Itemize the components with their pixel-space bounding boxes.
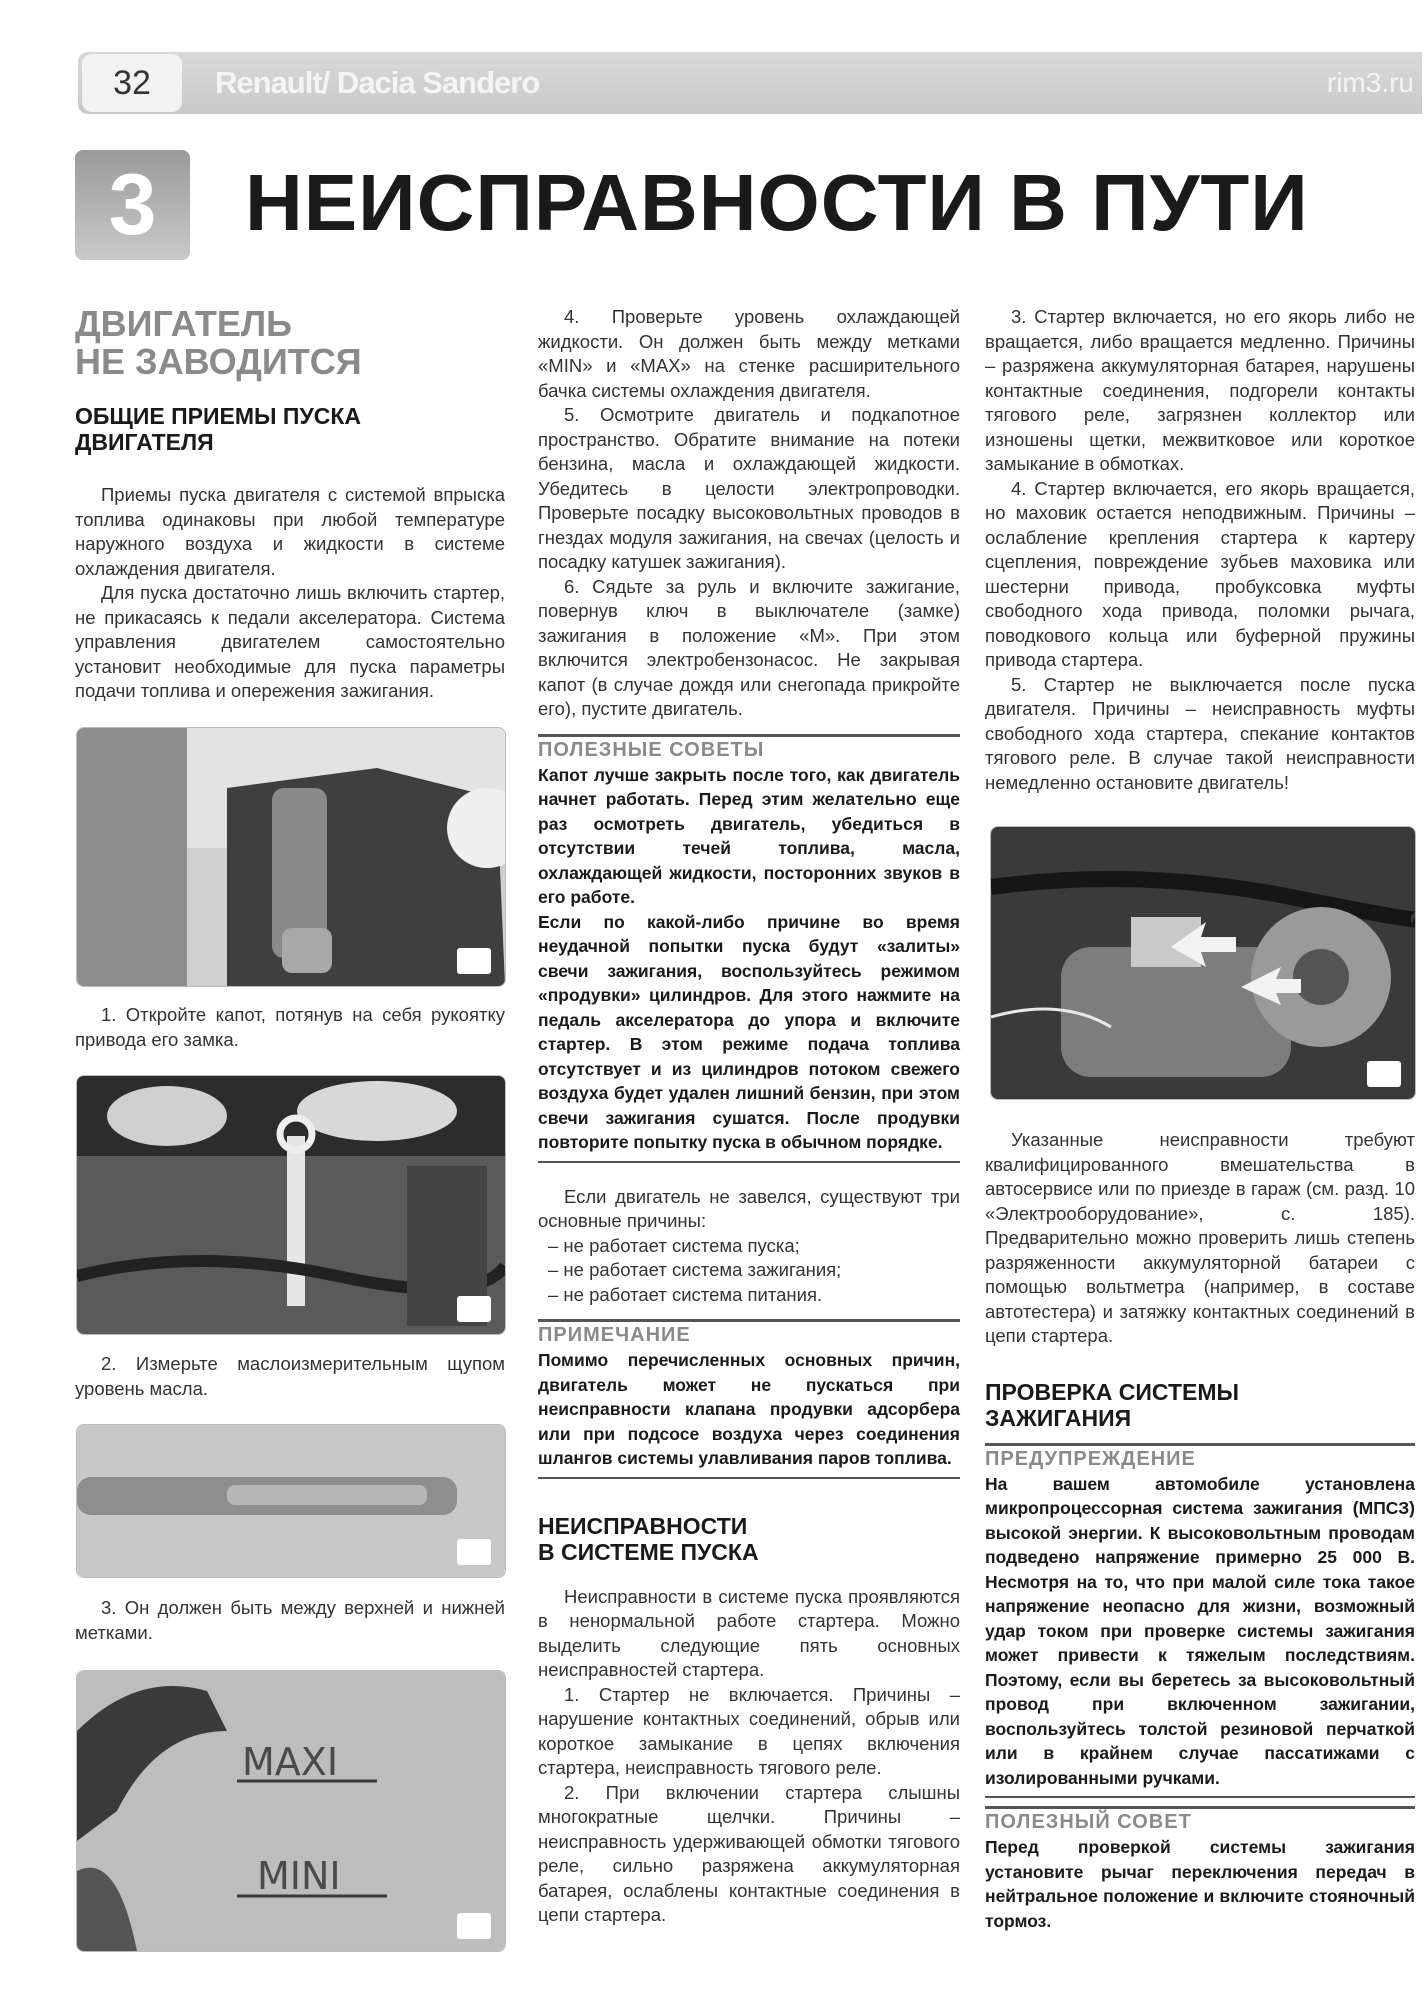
paragraph: 4. Стартер включается, его якорь вращается, но маховик остается неподвижным. Причины – ослабление крепления стартера к картеру сцепления, повреждение зубьев маховика или шестерни привода, пробуксовка муфты свободного хода привода, поломки рычага, поводкового кольца или буферной пружины привода стартера. <box>985 477 1415 670</box>
page-number: 32 <box>82 54 182 112</box>
paragraph: 3. Стартер включается, но его якорь либо не вращается, либо вращается медленно. Причины – разряжена аккумуляторная батарея, нарушены контактные соединения, подгорели контакты тягового реле, загрязнен коллектор или изношены щетки, межвитковое или короткое замыкание в обмотках. <box>985 306 1415 474</box>
camera-icon <box>457 948 491 974</box>
paragraph: 2. При включении стартера слышны многократные щелчки. Причины – неисправность удерживающей обмотки тягового реле, сильно разряжена аккумуляторная батарея, ослаблены контактные соединения в цепи стартера. <box>538 1781 960 1925</box>
subsection-title <box>538 1513 960 1565</box>
camera-icon <box>457 1913 491 1939</box>
caption <box>75 1352 505 1401</box>
camera-icon <box>1367 1061 1401 1087</box>
reasons-list <box>538 1234 960 1308</box>
photo-coolant-tank <box>76 1670 506 1952</box>
tip-heading: ПОЛЕЗНЫЙ СОВЕТ <box>985 1811 1192 1833</box>
tips-box <box>538 734 960 1163</box>
paragraph: Неисправности в системе пуска проявляются в ненормальной работе стартера. Можно выделить следующие пять основных неисправностей стартера. <box>538 1585 960 1680</box>
paragraph: Указанные неисправности требуют квалифицированного вмешательства в автосервисе или по приезде в гараж (см. разд. 10 «Электрооборудование», с. 185). Предварительно можно проверить лишь степень разряженности аккумуляторной батареи с помощью вольтметра (например, в составе автотестера) и затяжку контактных соединений в цепи стартера. <box>985 1129 1415 1346</box>
paragraph: 4. Проверьте уровень охлаждающей жидкости. Он должен быть между метками «MIN» и «MAX» на стенке расширительного бачка системы охлаждения двигателя. <box>538 306 960 401</box>
warning-heading: ПРЕДУПРЕЖДЕНИЕ <box>985 1447 1196 1470</box>
column-2-text <box>538 305 960 1928</box>
subsection-title-line: ЗАЖИГАНИЯ <box>985 1404 1132 1431</box>
tips-paragraph: Капот лучше закрыть после того, как двигатель начнет работать. Перед этим желательно еще раз осмотреть двигатель, убедиться в отсутствии течей топлива, масла, охлаждающей жидкости, посторонних звуков в его работе. <box>538 764 960 907</box>
book-title: Renault/ Dacia Sandero <box>215 65 540 100</box>
paragraph: 1. Стартер не включается. Причины – нарушение контактных соединений, обрыв или короткое замыкание в цепях включения стартера, неисправность тягового реле. <box>538 1683 960 1778</box>
list-item: – не работает система питания. <box>548 1283 823 1305</box>
caption-text: 3. Он должен быть между верхней и нижней метками. <box>75 1597 505 1643</box>
column-3-text-lower <box>985 1128 1415 1939</box>
note-box <box>538 1319 960 1479</box>
section-title-line: НЕ ЗАВОДИТСЯ <box>75 341 362 382</box>
section-title-line: ДВИГАТЕЛЬ <box>75 303 293 344</box>
camera-icon <box>457 1539 491 1565</box>
column-1-text <box>75 305 505 704</box>
paragraph: 5. Стартер не выключается после пуска двигателя. Причины – неисправность муфты свободного хода стартера, спекание контактов тягового реле. В случае такой неисправности немедленно остановите двигатель! <box>985 673 1415 793</box>
chapter-title: НЕИСПРАВНОСТИ В ПУТИ <box>245 158 1309 247</box>
paragraph: Если двигатель не завелся, существуют три основные причины: <box>538 1185 960 1231</box>
photo-oil-dipstick <box>76 1075 506 1335</box>
warning-box <box>985 1443 1415 1799</box>
caption-text: 2. Измерьте маслоизмерительным щупом уровень масла. <box>75 1353 505 1399</box>
paragraph: 6. Сядьте за руль и включите зажигание, повернув ключ в выключателе (замке) зажигания в положение «М». При этом включится электробензонасос. Не закрывая капот (в случае дождя или снегопада прикройте его), пустите двигатель. <box>538 575 960 719</box>
photo-hood-release <box>76 727 506 987</box>
warning-body: На вашем автомобиле установлена микропроцессорная система зажигания (МПСЗ) высокой энергии. К высоковольтным проводам подведено напряжение примерно 25 000 В. Несмотря на то, что при малой силе тока такое напряжение неопасно для жизни, возможный удар током при проверке системы зажигания может привести к тяжелым последствиям. Поэтому, если вы беретесь за высоковольтный провод при включенном зажигании, воспользуйтесь толстой резиновой перчаткой или в крайнем случае пассатижами с изолированными ручками. <box>985 1472 1415 1799</box>
photo-dipstick-marks <box>76 1424 506 1578</box>
photo-starter <box>990 826 1416 1100</box>
note-heading: ПРИМЕЧАНИЕ <box>538 1324 691 1346</box>
tip-body: Перед проверкой системы зажигания установите рычаг переключения передач в нейтральное положение и включите стояночный тормоз. <box>985 1837 1415 1931</box>
subsection-title-line: НЕИСПРАВНОСТИ <box>538 1512 748 1539</box>
subsection-title-line: ДВИГАТЕЛЯ <box>75 429 214 455</box>
caption <box>75 1003 505 1052</box>
camera-icon <box>457 1296 491 1322</box>
subsection-title-line: ПРОВЕРКА СИСТЕМЫ <box>985 1378 1240 1405</box>
column-3-text <box>985 305 1415 795</box>
list-item: – не работает система зажигания; <box>548 1259 842 1280</box>
tip-box <box>985 1806 1415 1939</box>
paragraph: Для пуска достаточно лишь включить стартер, не прикасаясь к педали акселератора. Система управления двигателем самостоятельно установит необходимые для пуска параметры подачи топлива и опережения зажигания. <box>75 582 505 701</box>
tips-heading: ПОЛЕЗНЫЕ СОВЕТЫ <box>538 738 765 761</box>
max-mark-label: MAXI <box>242 1740 339 1784</box>
subsection-title-line: ОБЩИЕ ПРИЕМЫ ПУСКА <box>75 403 362 429</box>
caption-text: 1. Откройте капот, потянув на себя рукоятку привода его замка. <box>75 1004 505 1050</box>
paragraph: Приемы пуска двигателя с системой впрыска топлива одинаковы при любой температуре наружного воздуха и жидкости в системе охлаждения двигателя. <box>75 484 505 579</box>
subsection-title <box>75 403 505 455</box>
list-item: – не работает система пуска; <box>548 1234 800 1256</box>
subsection-title <box>985 1379 1415 1431</box>
tips-body <box>538 763 960 1163</box>
note-body: Помимо перечисленных основных причин, двигатель может не пускаться при неисправности клапана продувки адсорбера или при подсосе воздуха через соединения шлангов системы улавливания паров топлива. <box>538 1348 960 1479</box>
subsection-title-line: В СИСТЕМЕ ПУСКА <box>538 1538 759 1565</box>
tips-paragraph: Если по какой-либо причине во время неудачной попытки пуска будут «залиты» свечи зажигания, воспользуйтесь режимом «продувки» цилиндров. Для этого нажмите на педаль акселератора до упора и включите стартер. В этом режиме подача топлива отсутствует и из цилиндров потоком свежего воздуха будет удален лишний бензин, при этом свечи зажигания сушатся. После продувки повторите попытку пуска в обычном порядке. <box>538 911 960 1152</box>
paragraph: 5. Осмотрите двигатель и подкапотное пространство. Обратите внимание на потеки бензина, масла и охлаждающей жидкости. Убедитесь в целости электропроводки. Проверьте посадку высоковольтных проводов в гнездах модуля зажигания, на свечах (целость и посадку катушек зажигания). <box>538 404 960 572</box>
section-title <box>75 305 505 381</box>
site-name: rim3.ru <box>1326 67 1414 98</box>
chapter-number: 3 <box>75 150 190 260</box>
min-mark-label: MINI <box>257 1854 341 1898</box>
caption <box>75 1596 505 1645</box>
